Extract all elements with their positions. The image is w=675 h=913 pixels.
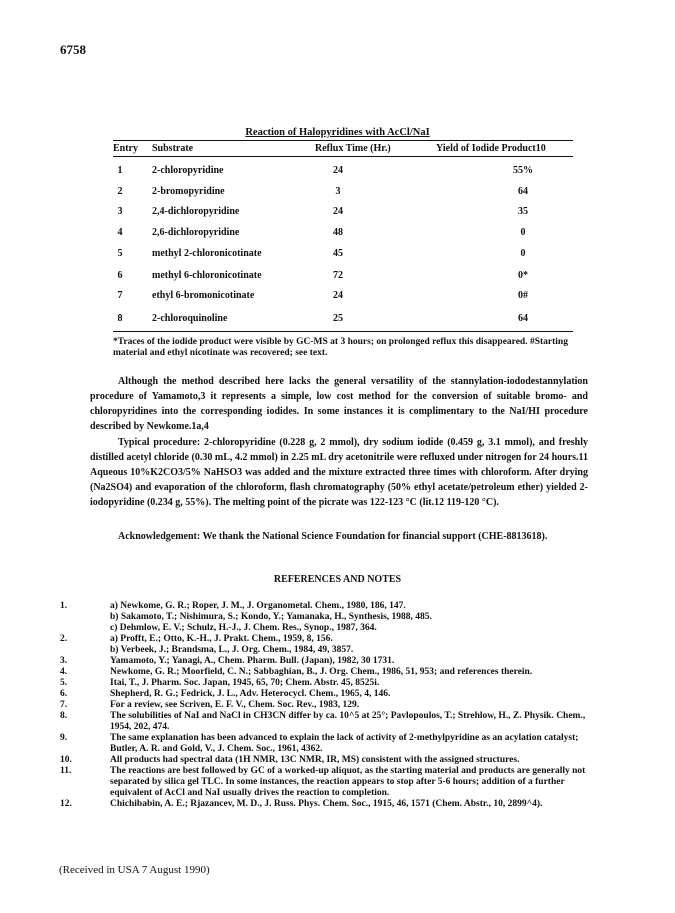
cell-reflux: 24	[333, 165, 343, 176]
header-entry: Entry	[113, 143, 138, 154]
reference-text: a) Profft, E.; Otto, K.-H., J. Prakt. Chem., 1959, 8, 156. b) Verbeek, J.; Brandsma, L., J. Org. Chem., 1984, 49, 3857.	[110, 634, 354, 655]
reference-text: All products had spectral data (1H NMR, 13C NMR, IR, MS) consistent with the assigned structures.	[110, 755, 520, 765]
table-footnote: *Traces of the iodide product were visible by GC-MS at 3 hours; on prolonged reflux this disappeared. #Starting material and ethyl nicotinate was recovered; see text.	[113, 337, 568, 358]
reference-number: 7.	[60, 700, 68, 710]
cell-substrate: ethyl 6-bromonicotinate	[152, 290, 255, 301]
reference-number: 12.	[60, 799, 72, 809]
cell-substrate: 2-bromopyridine	[152, 186, 225, 197]
cell-yield: 0*	[518, 270, 528, 281]
cell-yield: 55%	[513, 165, 533, 176]
cell-reflux: 72	[333, 270, 343, 281]
table-row	[113, 290, 573, 304]
reference-text: The same explanation has been advanced to explain the lack of activity of 2-methylpyridine as an acylation catalyst; Butler, A. R. and Gold, V., J. Chem. Soc., 1961, 4362.	[110, 733, 579, 754]
reference-number: 9.	[60, 733, 68, 743]
table-row	[113, 206, 573, 220]
table-row	[113, 313, 573, 327]
references-title: REFERENCES AND NOTES	[273, 574, 402, 585]
paragraph-procedure: Typical procedure: 2-chloropyridine (0.228 g, 2 mmol), dry sodium iodide (0.459 g, 3.1 mmol), and freshly distilled acetyl chloride (0.30 mL, 4.2 mmol) in 2.25 mL dry acetonitrile were refluxed under nitrogen for 24 hours.11 Aqueous 10%K2CO3/5% NaHSO3 was added and the mixture extracted three times with chloroform. After drying (Na2SO4) and evaporation of the chloroform, flash chromatography (50% ethyl acetate/petroleum ether) yielded 2-iodopyridine (0.234 g, 55%). The melting point of the picrate was 122-123 °C (lit.12 119-120 °C).	[90, 437, 588, 508]
cell-yield: 64	[518, 186, 528, 197]
reference-text: Shepherd, R. G.; Fedrick, J. L., Adv. Heterocycl. Chem., 1965, 4, 146.	[110, 689, 391, 699]
table-header-rule	[113, 156, 573, 157]
reference-number: 10.	[60, 755, 72, 765]
received-date: (Received in USA 7 August 1990)	[59, 864, 210, 876]
reference-number: 5.	[60, 678, 68, 688]
reference-text: Newkome, G. R.; Moorfield, C. N.; Sabbaghian, B., J. Org. Chem., 1986, 51, 953; and references therein.	[110, 667, 533, 677]
reference-number: 2.	[60, 634, 68, 644]
reference-number: 11.	[60, 766, 72, 776]
cell-reflux: 25	[333, 313, 343, 324]
cell-substrate: 2-chloropyridine	[152, 165, 224, 176]
header-substrate: Substrate	[152, 143, 194, 154]
cell-yield: 0#	[518, 290, 528, 301]
cell-substrate: methyl 6-chloronicotinate	[152, 270, 262, 281]
reference-number: 3.	[60, 656, 68, 666]
table-row	[113, 248, 573, 262]
cell-substrate: 2-chloroquinoline	[152, 313, 228, 324]
cell-entry: 8	[117, 313, 123, 324]
reference-text: a) Newkome, G. R.; Roper, J. M., J. Organometal. Chem., 1980, 186, 147. b) Sakamoto, T.; Nishimura, S.; Kondo, Y.; Yamanaka, H., Synthesis, 1988, 485. c) Dehmlow, E. V.; Schulz, H.-J., J. Chem. Res., Synop., 1987, 364.	[110, 601, 432, 633]
cell-reflux: 48	[333, 227, 343, 238]
cell-reflux: 24	[333, 290, 343, 301]
cell-entry: 7	[117, 290, 123, 301]
reference-text: For a review, see Scriven, E. F. V., Chem. Soc. Rev., 1983, 129.	[110, 700, 360, 710]
reference-text: Chichibabin, A. E.; Rjazancev, M. D., J. Russ. Phys. Chem. Soc., 1915, 46, 1571 (Chem. Abstr., 10, 2899^4).	[110, 799, 543, 809]
cell-entry: 2	[117, 186, 123, 197]
table-bottom-rule	[113, 331, 573, 332]
cell-substrate: methyl 2-chloronicotinate	[152, 248, 262, 259]
reference-text: Yamamoto, Y.; Yanagi, A., Chem. Pharm. Bull. (Japan), 1982, 30 1731.	[110, 656, 395, 666]
cell-substrate: 2,4-dichloropyridine	[152, 206, 240, 217]
acknowledgement: Acknowledgement: We thank the National Science Foundation for financial support (CHE-8813618).	[118, 531, 548, 542]
cell-entry: 4	[117, 227, 123, 238]
cell-yield: 0	[520, 248, 526, 259]
header-yield: Yield of Iodide Product10	[436, 143, 546, 154]
page-number: 6758	[60, 42, 86, 57]
table-row	[113, 227, 573, 241]
header-reflux: Reflux Time (Hr.)	[315, 143, 391, 154]
cell-entry: 6	[117, 270, 123, 281]
cell-entry: 5	[117, 248, 123, 259]
reference-text: The solubilities of NaI and NaCl in CH3CN differ by ca. 10^5 at 25°; Pavlopoulos, T.; Strehlow, H., Z. Physik. Chem., 1954, 202, 474.	[110, 711, 586, 732]
cell-yield: 0	[520, 227, 526, 238]
table-row	[113, 186, 573, 200]
reference-number: 8.	[60, 711, 68, 721]
cell-entry: 3	[117, 206, 123, 217]
reference-text: The reactions are best followed by GC of a worked-up aliquot, as the starting material and products are generally not separated by silica gel TLC. In some instances, the reaction appears to stop after 5-6 hours; addition of a further equivalent of AcCl and NaI usually drives the reaction to completion.	[110, 766, 586, 798]
table-title: Reaction of Halopyridines with AcCl/NaI	[245, 127, 430, 138]
table-row	[113, 270, 573, 284]
reference-number: 1.	[60, 601, 68, 611]
cell-yield: 35	[518, 206, 528, 217]
table-row	[113, 165, 573, 179]
cell-reflux: 3	[335, 186, 341, 197]
reference-number: 6.	[60, 689, 68, 699]
cell-substrate: 2,6-dichloropyridine	[152, 227, 240, 238]
cell-reflux: 45	[333, 248, 343, 259]
cell-yield: 64	[518, 313, 528, 324]
reference-number: 4.	[60, 667, 68, 677]
paragraph-method: Although the method described here lacks the general versatility of the stannylation-iododestannylation procedure of Yamamoto,3 it represents a simple, low cost method for the conversion of suitable bromo- and chloropyridines into the corresponding iodides. In some instances it is complimentary to the NaI/HI procedure described by Newkome.1a,4	[90, 376, 588, 432]
cell-reflux: 24	[333, 206, 343, 217]
reference-text: Itai, T., J. Pharm. Soc. Japan, 1945, 65, 70; Chem. Abstr. 45, 8525i.	[110, 678, 380, 688]
table-top-rule	[113, 140, 573, 141]
cell-entry: 1	[117, 165, 123, 176]
